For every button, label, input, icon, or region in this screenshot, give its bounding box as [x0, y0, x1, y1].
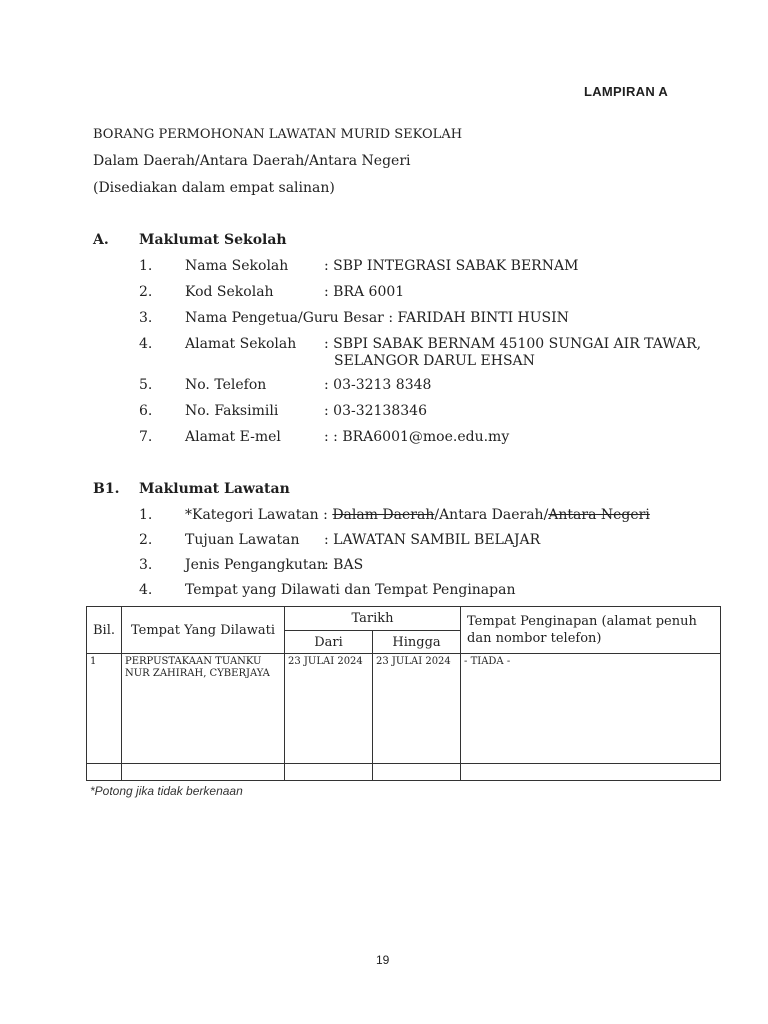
- fax-value: : 03-32138346: [324, 403, 427, 419]
- item-number: 7.: [139, 429, 153, 445]
- principal-name-line: Nama Pengetua/Guru Besar : FARIDAH BINTI HUSIN: [185, 310, 569, 326]
- places-heading: Tempat yang Dilawati dan Tempat Penginapan: [185, 582, 516, 598]
- school-address-value-line2: SELANGOR DARUL EHSAN: [334, 353, 535, 369]
- section-a-number: A.: [93, 232, 109, 248]
- phone-label: No. Telefon: [185, 377, 267, 393]
- cell-empty: [87, 764, 122, 781]
- cell-place: PERPUSTAKAAN TUANKU NUR ZAHIRAH, CYBERJAYA: [122, 654, 285, 764]
- cell-empty: [461, 764, 721, 781]
- table-row-empty: [87, 764, 721, 781]
- section-b1-title: Maklumat Lawatan: [139, 481, 290, 497]
- footnote: *Potong jika tidak berkenaan: [90, 784, 243, 798]
- cell-empty: [285, 764, 373, 781]
- form-scope: Dalam Daerah/Antara Daerah/Antara Negeri: [93, 153, 411, 169]
- cell-until: 23 JULAI 2024: [373, 654, 461, 764]
- item-number: 4.: [139, 582, 153, 598]
- phone-value: : 03-3213 8348: [324, 377, 432, 393]
- table-row: [87, 654, 721, 764]
- cell-bil: 1: [87, 654, 122, 764]
- visit-purpose-label: Tujuan Lawatan: [185, 532, 300, 548]
- section-a-title: Maklumat Sekolah: [139, 232, 287, 248]
- school-address-label: Alamat Sekolah: [185, 336, 297, 352]
- col-header-bil: Bil.: [87, 607, 122, 654]
- item-number: 1.: [139, 258, 153, 274]
- item-number: 3.: [139, 310, 153, 326]
- item-number: 3.: [139, 557, 153, 573]
- school-name-value: : SBP INTEGRASI SABAK BERNAM: [324, 258, 579, 274]
- email-label: Alamat E-mel: [185, 429, 281, 445]
- col-header-accommodation: Tempat Penginapan (alamat penuh dan nombor telefon): [461, 607, 721, 654]
- item-number: 5.: [139, 377, 153, 393]
- item-number: 1.: [139, 507, 153, 523]
- form-copies-note: (Disediakan dalam empat salinan): [93, 180, 335, 196]
- form-title: BORANG PERMOHONAN LAWATAN MURID SEKOLAH: [93, 127, 463, 142]
- col-header-from: Dari: [285, 631, 373, 654]
- category-option-selected: /Antara Daerah/: [434, 507, 549, 523]
- cell-accommodation: - TIADA -: [461, 654, 721, 764]
- cell-from: 23 JULAI 2024: [285, 654, 373, 764]
- transport-label: Jenis Pengangkutan: [185, 557, 326, 573]
- appendix-label: LAMPIRAN A: [584, 84, 669, 99]
- page-number: 19: [376, 953, 390, 967]
- school-code-label: Kod Sekolah: [185, 284, 274, 300]
- school-name-label: Nama Sekolah: [185, 258, 289, 274]
- cell-empty: [122, 764, 285, 781]
- transport-value: : BAS: [324, 557, 364, 573]
- category-option-struck: Antara Negeri: [548, 507, 650, 523]
- visit-table: [86, 606, 721, 781]
- school-code-value: : BRA 6001: [324, 284, 405, 300]
- section-b1-number: B1.: [93, 481, 120, 497]
- cell-empty: [373, 764, 461, 781]
- col-header-date: Tarikh: [285, 607, 461, 631]
- visit-category-line: [185, 507, 650, 523]
- item-number: 6.: [139, 403, 153, 419]
- email-value: : : BRA6001@moe.edu.my: [324, 429, 510, 445]
- col-header-place: Tempat Yang Dilawati: [122, 607, 285, 654]
- visit-purpose-value: : LAWATAN SAMBIL BELAJAR: [324, 532, 541, 548]
- school-address-value: : SBPI SABAK BERNAM 45100 SUNGAI AIR TAWAR,: [324, 336, 702, 352]
- category-option-struck: Dalam Daerah: [332, 507, 435, 523]
- item-number: 2.: [139, 532, 153, 548]
- item-number: 4.: [139, 336, 153, 352]
- visit-category-label: *Kategori Lawatan :: [185, 507, 328, 523]
- fax-label: No. Faksimili: [185, 403, 279, 419]
- col-header-until: Hingga: [373, 631, 461, 654]
- item-number: 2.: [139, 284, 153, 300]
